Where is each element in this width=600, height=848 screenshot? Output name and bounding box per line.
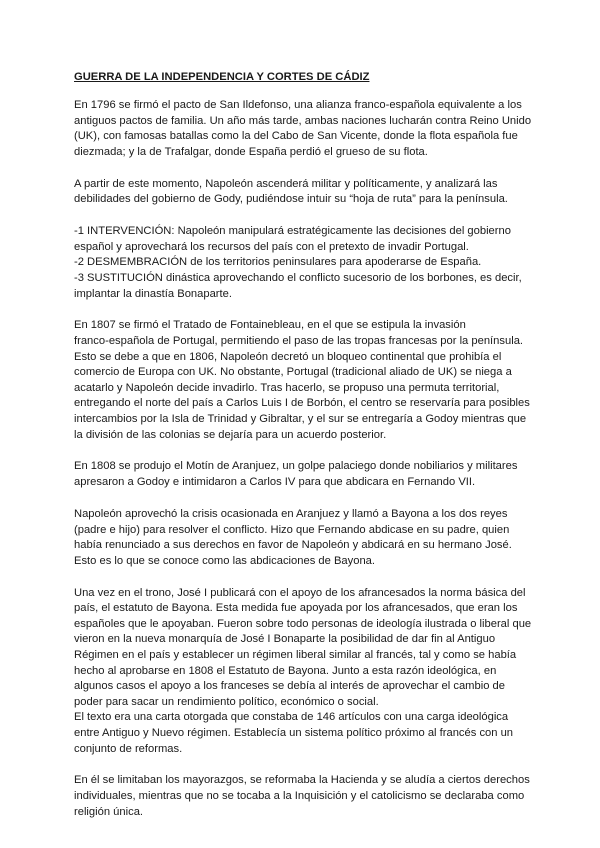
paragraph: [74, 318, 534, 443]
text-line: la división de las colonias se dejaría para un acuerdo posterior.: [74, 428, 387, 441]
paragraph: [74, 710, 534, 757]
document-body: [74, 98, 534, 820]
text-line: país, el estatuto de Bayona. Esta medida fue apoyada por los afrancesados, que eran los: [74, 602, 518, 615]
text-line: español y aprovechará los recursos del país con el pretexto de invadir Portugal.: [74, 240, 469, 253]
text-line: conjunto de reformas.: [74, 742, 183, 755]
text-line: hecho al aprobarse en 1808 el Estatuto de Bayona. Junto a esta razón ideológica, en: [74, 664, 497, 677]
text-line: En 1807 se firmó el Tratado de Fontainebleau, en el que se estipula la invasión: [74, 319, 466, 332]
text-line: franco-española de Portugal, permitiendo el paso de las tropas francesas por la península.: [74, 335, 524, 348]
text-line: entregando el norte del país a Carlos Luis I de Borbón, el centro se reservaría para posibles: [74, 397, 530, 410]
text-line: entre Antiguo y Nuevo régimen. Establecía un sistema político próximo al francés con un: [74, 726, 514, 739]
text-line: apresaron a Godoy e intimidaron a Carlos IV para que abdicara en Fernando VII.: [74, 476, 476, 489]
text-line: españoles que le apoyaban. Fueron sobre todo personas de ideología ilustrada o liberal que: [74, 617, 532, 630]
text-line: individuales, mientras que no se tocaba a la Inquisición y el catolicismo se declaraba como: [74, 790, 525, 803]
text-line: había renunciado a sus derechos en favor de Napoleón y abdicará en su hermano José.: [74, 539, 512, 552]
text-line: diezmada; y la de Trafalgar, donde España perdió el grueso de su flota.: [74, 145, 428, 158]
text-line: El texto era una carta otorgada que constaba de 146 artículos con una carga ideológica: [74, 711, 509, 724]
text-line: Esto es lo que se conoce como las abdicaciones de Bayona.: [74, 554, 376, 567]
paragraph: [74, 586, 534, 711]
document-title: GUERRA DE LA INDEPENDENCIA Y CORTES DE CÁDIZ: [74, 71, 370, 83]
text-line: En 1808 se produjo el Motín de Aranjuez, un golpe palaciego donde nobiliarios y militares: [74, 460, 518, 473]
paragraph: [74, 177, 534, 208]
text-line: antiguos pactos de familia. Un año más tarde, ambas naciones lucharán contra Reino Unido: [74, 114, 532, 127]
text-line: vieron en la nueva monarquía de José I Bonaparte la posibilidad de dar fin al Antiguo: [74, 633, 496, 646]
text-line: (UK), con famosas batallas como la del Cabo de San Vicente, donde la flota española fue: [74, 130, 518, 143]
text-line: Régimen en el país y establecer un régimen liberal similar al francés, tal y como se había: [74, 649, 517, 661]
text-line: En 1796 se firmó el pacto de San Ildefonso, una alianza franco-española equivalente a los: [74, 99, 522, 111]
text-line: A partir de este momento, Napoleón ascenderá militar y políticamente, y analizará las: [74, 177, 498, 190]
text-line: Esto se debe a que en 1806, Napoleón decretó un bloqueo continental que prohibía el: [74, 350, 502, 363]
text-line: Napoleón aprovechó la crisis ocasionada en Aranjuez y llamó a Bayona a los dos reyes: [74, 507, 508, 520]
text-line: intercambios por la Isla de Trinidad y Gibraltar, y el sur se entregaría a Godoy mientras que: [74, 412, 527, 425]
paragraph: [74, 459, 534, 490]
text-line: En él se limitaban los mayorazgos, se reformaba la Hacienda y se aludía a ciertos derechos: [74, 774, 530, 787]
text-line: debilidades del gobierno de Gody, pudiéndose intuir su “hoja de ruta” para la península.: [74, 193, 508, 206]
text-line: (padre e hijo) para resolver el conflicto. Hizo que Fernando abdicase en su padre, quien: [74, 523, 510, 536]
text-line: algunos casos el apoyo a los franceses se debía al interés de aprovechar el cambio de: [74, 680, 505, 693]
text-line: acatarlo y Napoleón decide invadirlo. Tras hacerlo, se propuso una permuta territorial,: [74, 381, 500, 394]
paragraph: [74, 224, 534, 302]
paragraph: [74, 507, 534, 569]
text-line: comercio de Europa con UK. No obstante, Portugal (tradicional aliado de UK) se niega a: [74, 366, 512, 379]
text-line: implantar la dinastía Bonaparte.: [74, 287, 232, 300]
text-line: -2 DESMEMBRACIÓN de los territorios peninsulares para apoderarse de España.: [74, 256, 482, 269]
text-line: poder para sacar un rendimiento político, económico o social.: [74, 695, 379, 708]
paragraph: [74, 98, 534, 160]
text-line: -3 SUSTITUCIÓN dinástica aprovechando el conflicto sucesorio de los borbones, es decir,: [74, 271, 522, 284]
paragraph: [74, 773, 534, 820]
text-line: -1 INTERVENCIÓN: Napoleón manipulará estratégicamente las decisiones del gobierno: [74, 225, 511, 238]
text-line: Una vez en el trono, José I publicará con el apoyo de los afrancesados la norma básica del: [74, 586, 526, 599]
text-line: religión única.: [74, 805, 144, 818]
